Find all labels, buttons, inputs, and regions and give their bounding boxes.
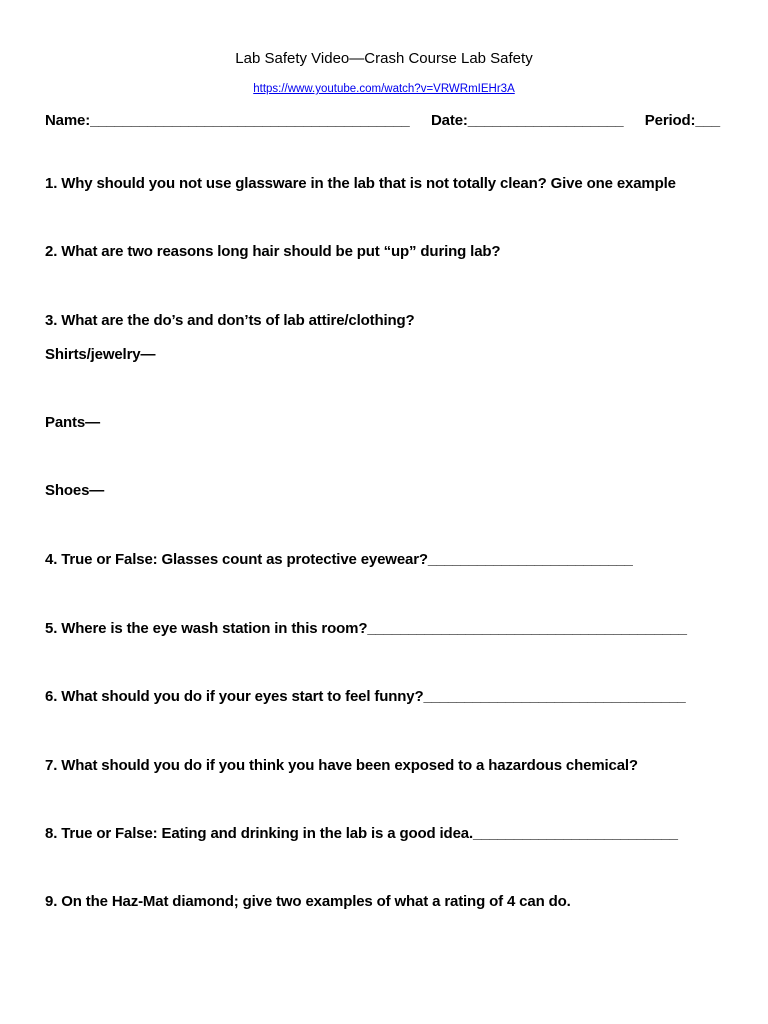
- worksheet-title: Lab Safety Video—Crash Course Lab Safety: [235, 50, 533, 67]
- name-field[interactable]: Name:_______________________________________: [45, 112, 410, 129]
- attire-item-pants: Pants—: [45, 414, 100, 431]
- question-1: 1. Why should you not use glassware in the lab that is not totally clean? Give one example: [45, 175, 676, 192]
- question-9: 9. On the Haz-Mat diamond; give two examples of what a rating of 4 can do.: [45, 893, 571, 910]
- attire-item-shirts: Shirts/jewelry—: [45, 346, 156, 363]
- attire-item-shoes: Shoes—: [45, 482, 105, 499]
- question-4: 4. True or False: Glasses count as protective eyewear?_________________________: [45, 551, 633, 568]
- question-5: 5. Where is the eye wash station in this room?_______________________________________: [45, 620, 687, 637]
- date-field[interactable]: Date:___________________: [430, 112, 624, 129]
- question-2: 2. What are two reasons long hair should be put “up” during lab?: [45, 243, 501, 260]
- period-field[interactable]: Period:___: [644, 112, 720, 129]
- student-info-line: [45, 111, 720, 131]
- question-7: 7. What should you do if you think you have been exposed to a hazardous chemical?: [45, 757, 638, 774]
- question-3: 3. What are the do’s and don’ts of lab attire/clothing?: [45, 312, 415, 329]
- question-6: 6. What should you do if your eyes start to feel funny?________________________________: [45, 688, 686, 705]
- video-link[interactable]: https://www.youtube.com/watch?v=VRWRmIEHr3A: [253, 83, 515, 95]
- question-8: 8. True or False: Eating and drinking in the lab is a good idea._________________________: [45, 825, 678, 842]
